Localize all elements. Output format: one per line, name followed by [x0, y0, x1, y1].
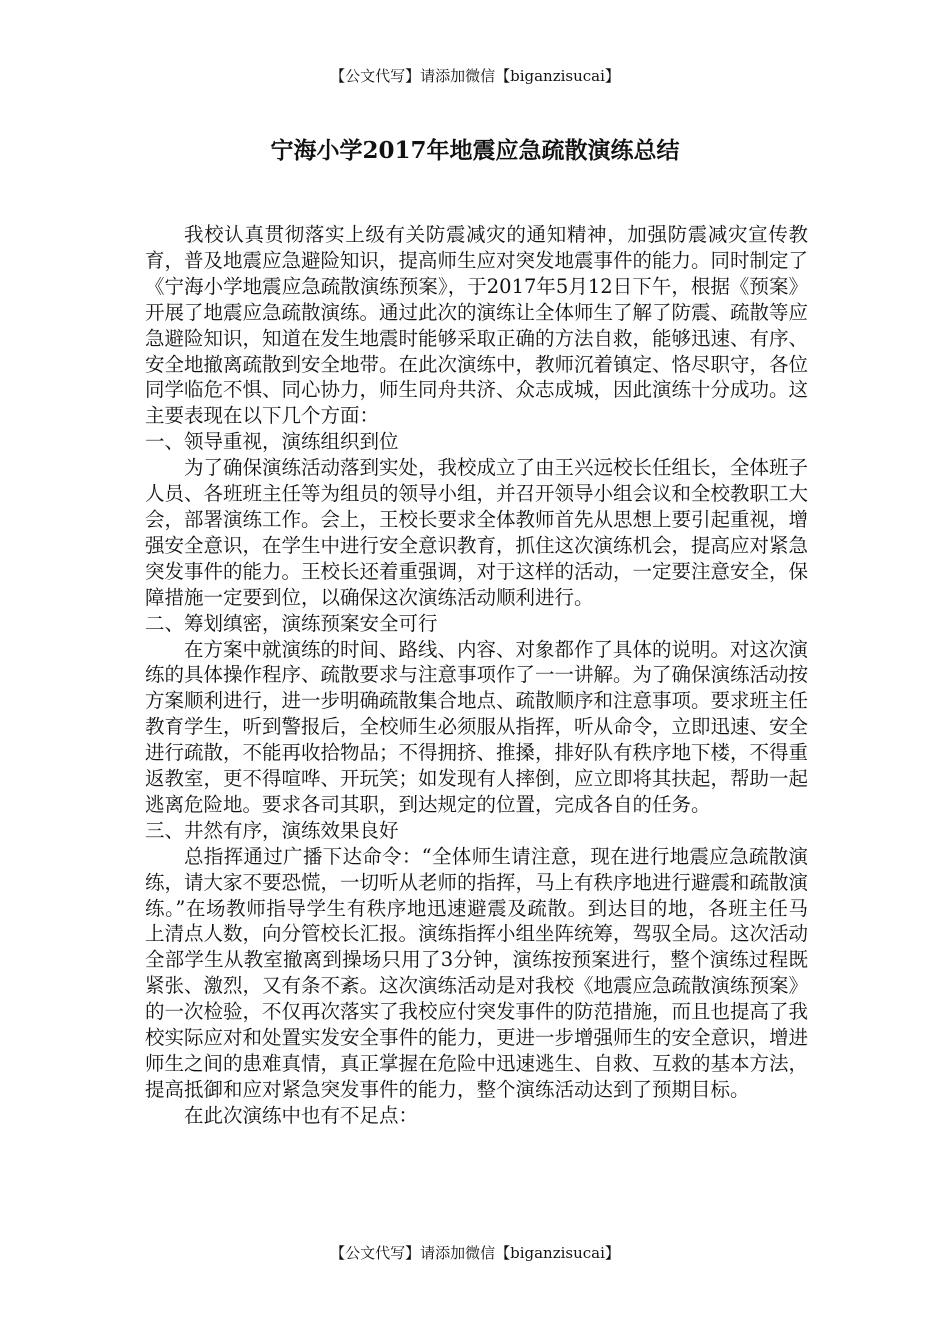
section-heading-1: 一、领导重视，演练组织到位	[145, 430, 399, 454]
paragraph-section-3: 总指挥通过广播下达命令：“全体师生请注意，现在进行地震应急疏散演练，请大家不要恐慌，一切听从老师的指挥，马上有秩序地进行避震和疏散演练。”在场教师指导学生有秩序地迅速避震及疏散。到达目的地，各班主任马上清点人数，向分管校长汇报。演练指挥小组坐阵统筹，驾驭全局。这次活动全部学生从教室撤离到操场只用了3分钟，演练按预案进行，整个演练过程既紧张、激烈，又有条不紊。这次演练活动是对我校《地震应急疏散演练预案》的一次检验，不仅再次落实了我校应付突发事件的防范措施，而且也提高了我校实际应对和处置实发安全事件的能力，更进一步增强师生的安全意识，增进师生之间的患难真情，真正掌握在危险中迅速逃生、自救、互救的基本方法，提高抵御和应对紧急突发事件的能力，整个演练活动达到了预期目标。	[145, 844, 809, 1101]
page-header: 【公文代写】请添加微信【biganzisucai】	[330, 67, 620, 85]
paragraph-section-1: 为了确保演练活动落到实处，我校成立了由王兴远校长任组长，全体班子人员、各班班主任等为组员的领导小组，并召开领导小组会议和全校教职工大会，部署演练工作。会上，王校长要求全体教师首先从思想上要引起重视，增强安全意识，在学生中进行安全意识教育，抓住这次演练机会，提高应对紧急突发事件的能力。王校长还着重强调，对于这样的活动，一定要注意安全，保障措施一定要到位，以确保这次演练活动顺利进行。	[145, 456, 809, 609]
section-heading-3: 三、井然有序，演练效果良好	[145, 818, 399, 842]
page-footer: 【公文代写】请添加微信【biganzisucai】	[330, 1244, 620, 1262]
paragraph-section-2: 在方案中就演练的时间、路线、内容、对象都作了具体的说明。对这次演练的具体操作程序、疏散要求与注意事项作了一一讲解。为了确保演练活动按方案顺利进行，进一步明确疏散集合地点、疏散顺序和注意事项。要求班主任教育学生，听到警报后，全校师生必须服从指挥，听从命令，立即迅速、安全进行疏散，不能再收拾物品；不得拥挤、推搡，排好队有秩序地下楼，不得重返教室，更不得喧哗、开玩笑；如发现有人摔倒，应立即将其扶起，帮助一起逃离危险地。要求各司其职，到达规定的位置，完成各自的任务。	[145, 637, 809, 816]
document-body	[145, 222, 808, 1129]
document-title: 宁海小学2017年地震应急疏散演练总结	[270, 137, 680, 164]
paragraph-intro: 我校认真贯彻落实上级有关防震减灾的通知精神，加强防震减灾宣传教育，普及地震应急避险知识，提高师生应对突发地震事件的能力。同时制定了《宁海小学地震应急疏散演练预案》，于2017年5月12日下午，根据《预案》开展了地震应急疏散演练。通过此次的演练让全体师生了解了防震、疏散等应急避险知识，知道在发生地震时能够采取正确的方法自救，能够迅速、有序、安全地撤离疏散到安全地带。在此次演练中，教师沉着镇定、恪尽职守，各位同学临危不惧、同心协力，师生同舟共济、众志成城，因此演练十分成功。这主要表现在以下几个方面：	[145, 223, 809, 428]
paragraph-shortcomings: 在此次演练中也有不足点：	[184, 1103, 419, 1127]
section-heading-2: 二、筹划缜密，演练预案安全可行	[145, 611, 438, 635]
